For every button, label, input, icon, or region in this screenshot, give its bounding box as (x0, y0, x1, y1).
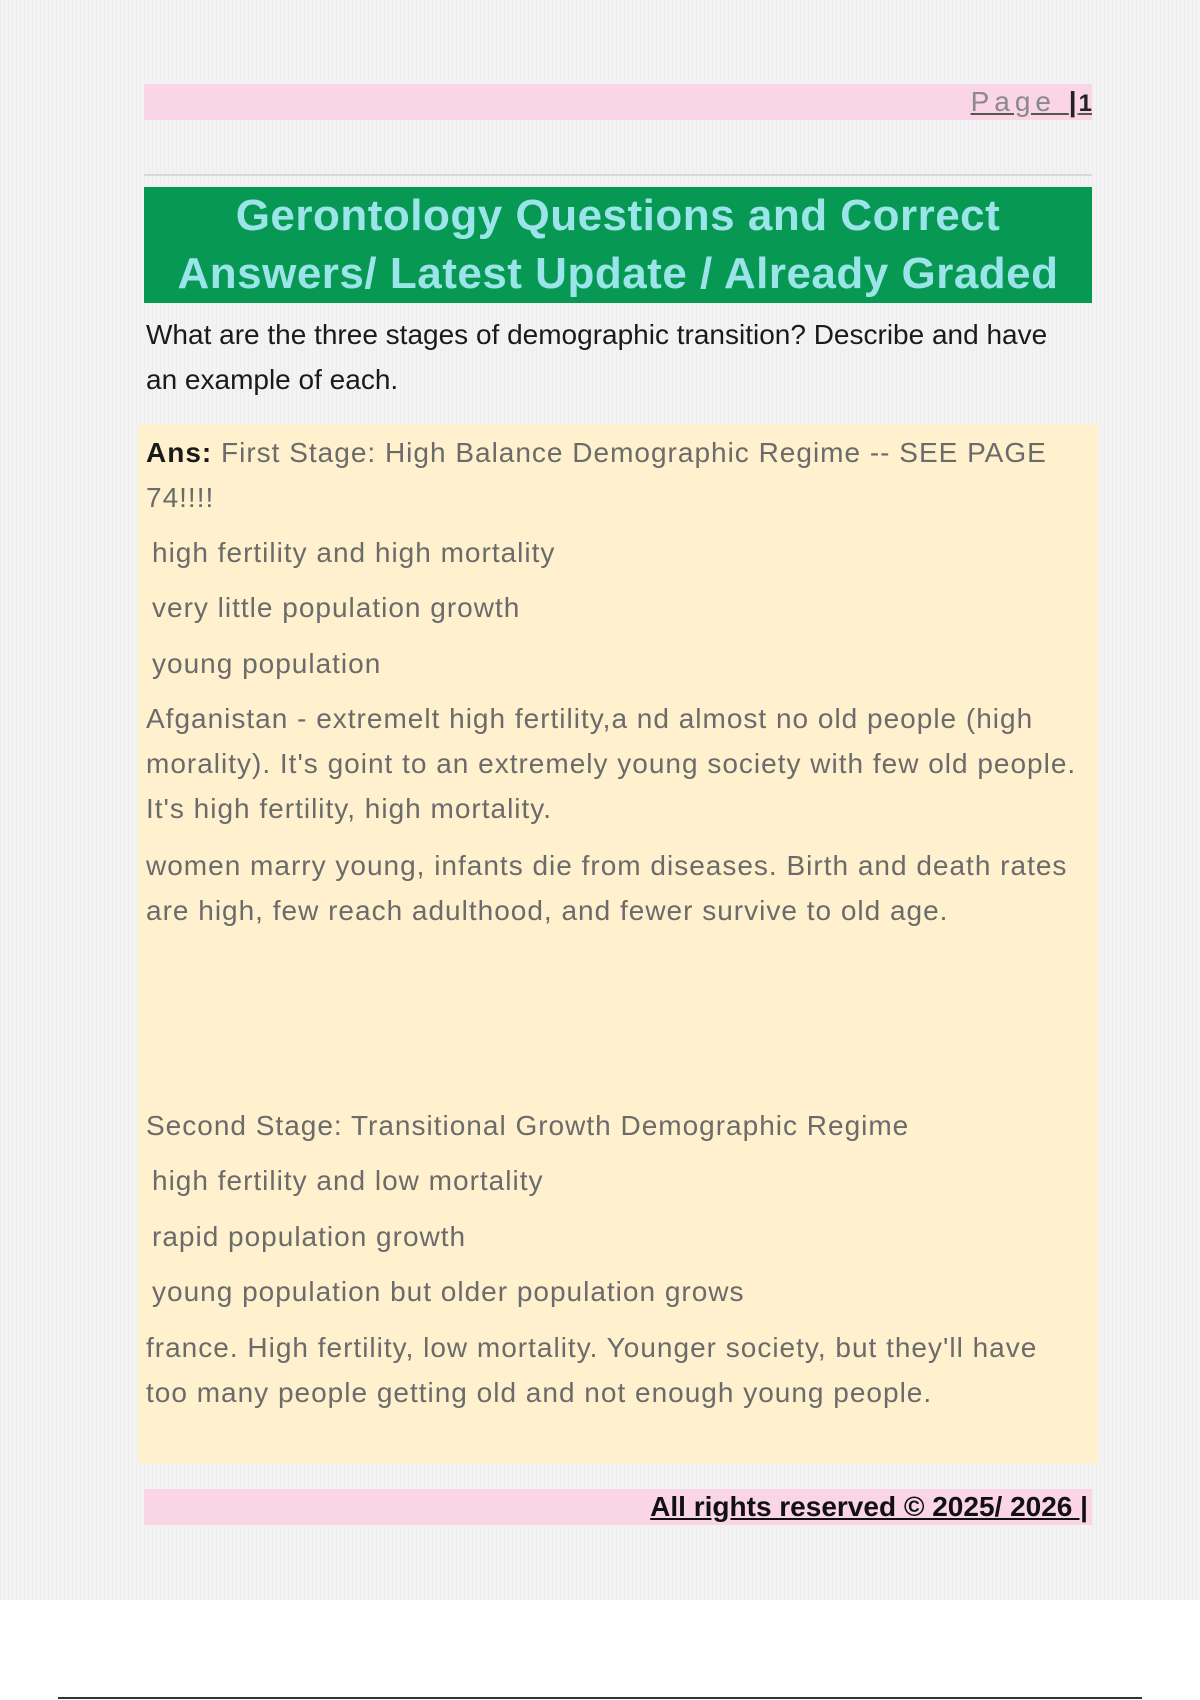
second-stage-example: france. High fertility, low mortality. Younger society, but they'll have too many people getting old and not enough young people. (146, 1332, 1038, 1408)
first-stage-detail: women marry young, infants die from diseases. Birth and death rates are high, few reach adulthood, and fewer survive to old age. (146, 850, 1068, 926)
page-number-value: 1 (1078, 90, 1092, 117)
question-text: What are the three stages of demographic transition? Describe and have an example of each. (146, 319, 1048, 395)
second-stage-point: young population but older population grows (152, 1276, 745, 1307)
first-stage-point: very little population growth (152, 592, 521, 623)
first-stage-heading-text: First Stage: High Balance Demographic Regime -- SEE PAGE 74!!!! (146, 437, 1047, 513)
title-line-1: Gerontology Questions and Correct (235, 191, 1001, 240)
page-label: Page (970, 86, 1057, 117)
first-stage-heading (146, 430, 1086, 520)
header-divider (144, 174, 1092, 176)
page-number (971, 84, 1092, 120)
second-stage-point: rapid population growth (152, 1221, 467, 1252)
document-title (177, 187, 1058, 303)
first-stage-example: Afganistan - extremelt high fertility,a nd almost no old people (high morality). It's goint to an extremely young society with few old people. It's high fertility, high mortality. (146, 703, 1077, 824)
page-separator: | (1068, 86, 1079, 117)
second-stage-point: high fertility and low mortality (152, 1165, 544, 1196)
bottom-divider (58, 1697, 1142, 1699)
answer-label: Ans: (146, 437, 213, 468)
title-line-2: Answers/ Latest Update / Already Graded (177, 249, 1059, 298)
second-stage-heading: Second Stage: Transitional Growth Demographic Regime (146, 1110, 910, 1141)
copyright-notice: All rights reserved © 2025/ 2026 | (650, 1491, 1088, 1522)
first-stage-point: high fertility and high mortality (152, 537, 556, 568)
page-footer-bar (144, 1489, 1092, 1525)
page-header-bar (144, 84, 1092, 120)
title-banner (144, 187, 1092, 303)
answer-block (138, 424, 1098, 1464)
first-stage-point: young population (152, 648, 382, 679)
